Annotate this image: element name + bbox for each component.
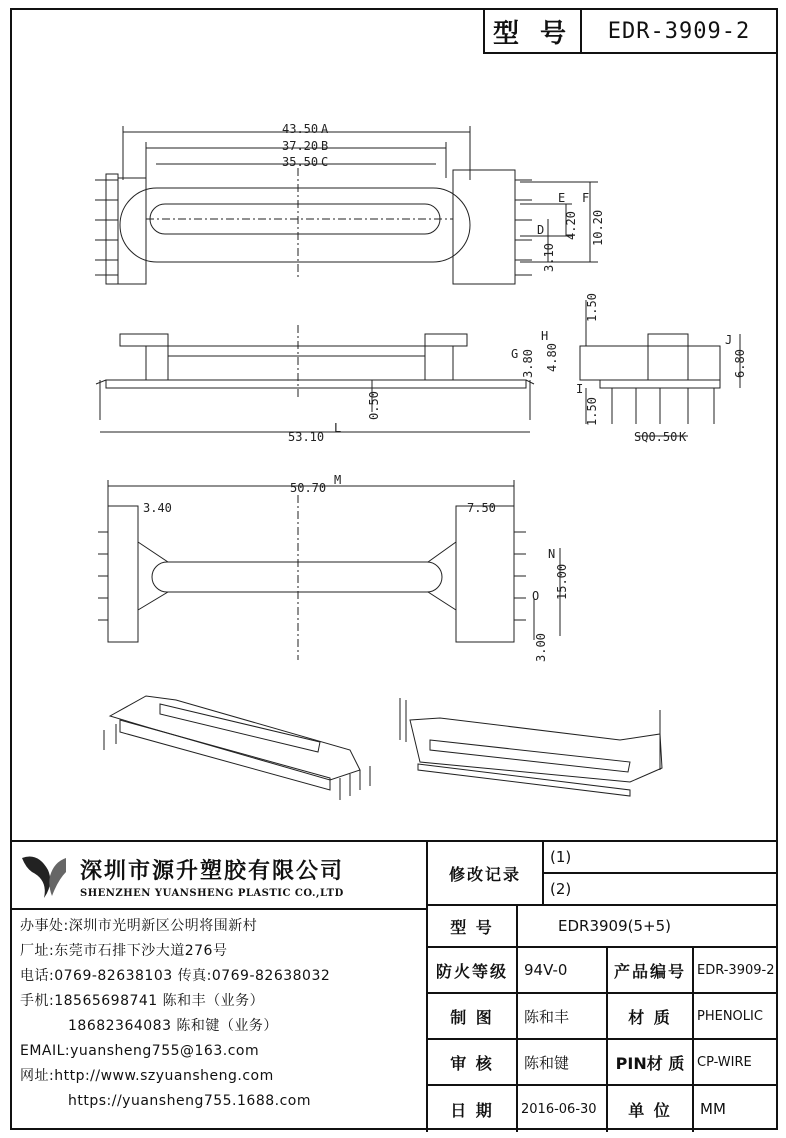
product-no-value: EDR-3909-2: [694, 948, 778, 994]
dim-k-tag: K: [679, 430, 687, 444]
mobile-1: 手机:18565698741 陈和丰（业务）: [20, 993, 265, 1009]
revision-1: (1): [544, 842, 778, 874]
drawn-value: 陈和丰: [518, 994, 608, 1040]
dim-m: 50.70: [290, 481, 327, 495]
dim-b-tag: B: [321, 139, 329, 153]
iso-view-right: [400, 698, 662, 796]
dim-m-tag: M: [334, 473, 342, 487]
dim-l: 53.10: [288, 430, 325, 444]
dim-a: 43.50: [282, 122, 319, 136]
pin-value: CP-WIRE: [694, 1040, 778, 1086]
dim-left-w: 3.40: [143, 501, 172, 515]
top-view: [95, 126, 598, 284]
model-label: 型 号: [428, 906, 518, 948]
dim-mid: 0.50: [367, 391, 381, 420]
iso-view-left: [104, 696, 370, 800]
checked-label: 审 核: [428, 1040, 518, 1086]
dim-d-tag: D: [537, 223, 545, 237]
dim-o-tag: O: [532, 589, 540, 603]
revision-label: 修改记录: [428, 842, 544, 906]
dim-j: 6.80: [733, 349, 747, 378]
website-2: https://yuansheng755.1688.com: [68, 1093, 311, 1109]
dim-h: 4.80: [545, 343, 559, 372]
fire-label: 防火等级: [428, 948, 518, 994]
unit-value: MM: [700, 1100, 726, 1118]
product-no-label: 产品编号: [608, 948, 694, 994]
company-name-en: SHENZHEN YUANSHENG PLASTIC CO.,LTD: [80, 888, 344, 899]
dim-i: 1.50: [585, 397, 599, 426]
dimension-labels: [143, 122, 747, 662]
phone-fax: 电话:0769-82638103 传真:0769-82638032: [20, 968, 331, 984]
revision-2: (2): [544, 874, 778, 906]
website-1: 网址:http://www.szyuansheng.com: [20, 1068, 274, 1084]
date-value: 2016-06-30: [518, 1086, 608, 1132]
dim-f: 10.20: [591, 209, 605, 246]
dim-b: 37.20: [282, 139, 319, 153]
company-name-cn: 深圳市源升塑胶有限公司: [80, 859, 345, 884]
pin-label: PIN材 质: [608, 1040, 694, 1086]
dim-h-top: 1.50: [585, 293, 599, 322]
email: EMAIL:yuansheng755@163.com: [20, 1043, 260, 1059]
dim-f-tag: F: [582, 191, 590, 205]
dim-g-tag: G: [511, 347, 519, 361]
dim-k: SQ0.50: [634, 430, 678, 444]
mobile-2: 18682364083 陈和键（业务）: [68, 1018, 278, 1034]
dim-n: 15.00: [555, 563, 569, 600]
dim-d: 3.10: [542, 243, 556, 272]
drawn-label: 制 图: [428, 994, 518, 1040]
dim-c: 35.50: [282, 155, 319, 169]
date-label: 日 期: [428, 1086, 518, 1132]
material-label: 材 质: [608, 994, 694, 1040]
unit-label: 单 位: [608, 1086, 694, 1132]
title-block: [10, 840, 778, 1130]
dim-c-tag: C: [321, 155, 329, 169]
model-header-value: EDR-3909-2: [607, 18, 751, 44]
company-header: [10, 842, 428, 910]
dim-n-tag: N: [548, 547, 556, 561]
dim-e: 4.20: [564, 211, 578, 240]
contact-info: [10, 910, 428, 1132]
spec-grid: [428, 842, 778, 1132]
dim-a-tag: A: [321, 122, 329, 136]
factory-address: 厂址:东莞市石排下沙大道276号: [20, 943, 228, 959]
checked-value: 陈和键: [518, 1040, 608, 1086]
dim-l-tag: L: [334, 421, 342, 435]
material-value: PHENOLIC: [694, 994, 778, 1040]
model-value: EDR3909(5+5): [518, 906, 778, 948]
dim-h-tag: H: [541, 329, 549, 343]
fire-value: 94V-0: [518, 948, 608, 994]
office-address: 办事处:深圳市光明新区公明将围新村: [20, 918, 258, 934]
side-view: [96, 300, 740, 436]
dim-g: 3.80: [521, 349, 535, 378]
dim-i-tag: I: [576, 382, 584, 396]
company-logo-icon: [18, 850, 70, 902]
model-header-label: 型 号: [485, 10, 582, 52]
dim-right-w: 7.50: [467, 501, 496, 515]
dim-j-tag: J: [725, 333, 733, 347]
dim-e-tag: E: [558, 191, 566, 205]
dim-o: 3.00: [534, 633, 548, 662]
